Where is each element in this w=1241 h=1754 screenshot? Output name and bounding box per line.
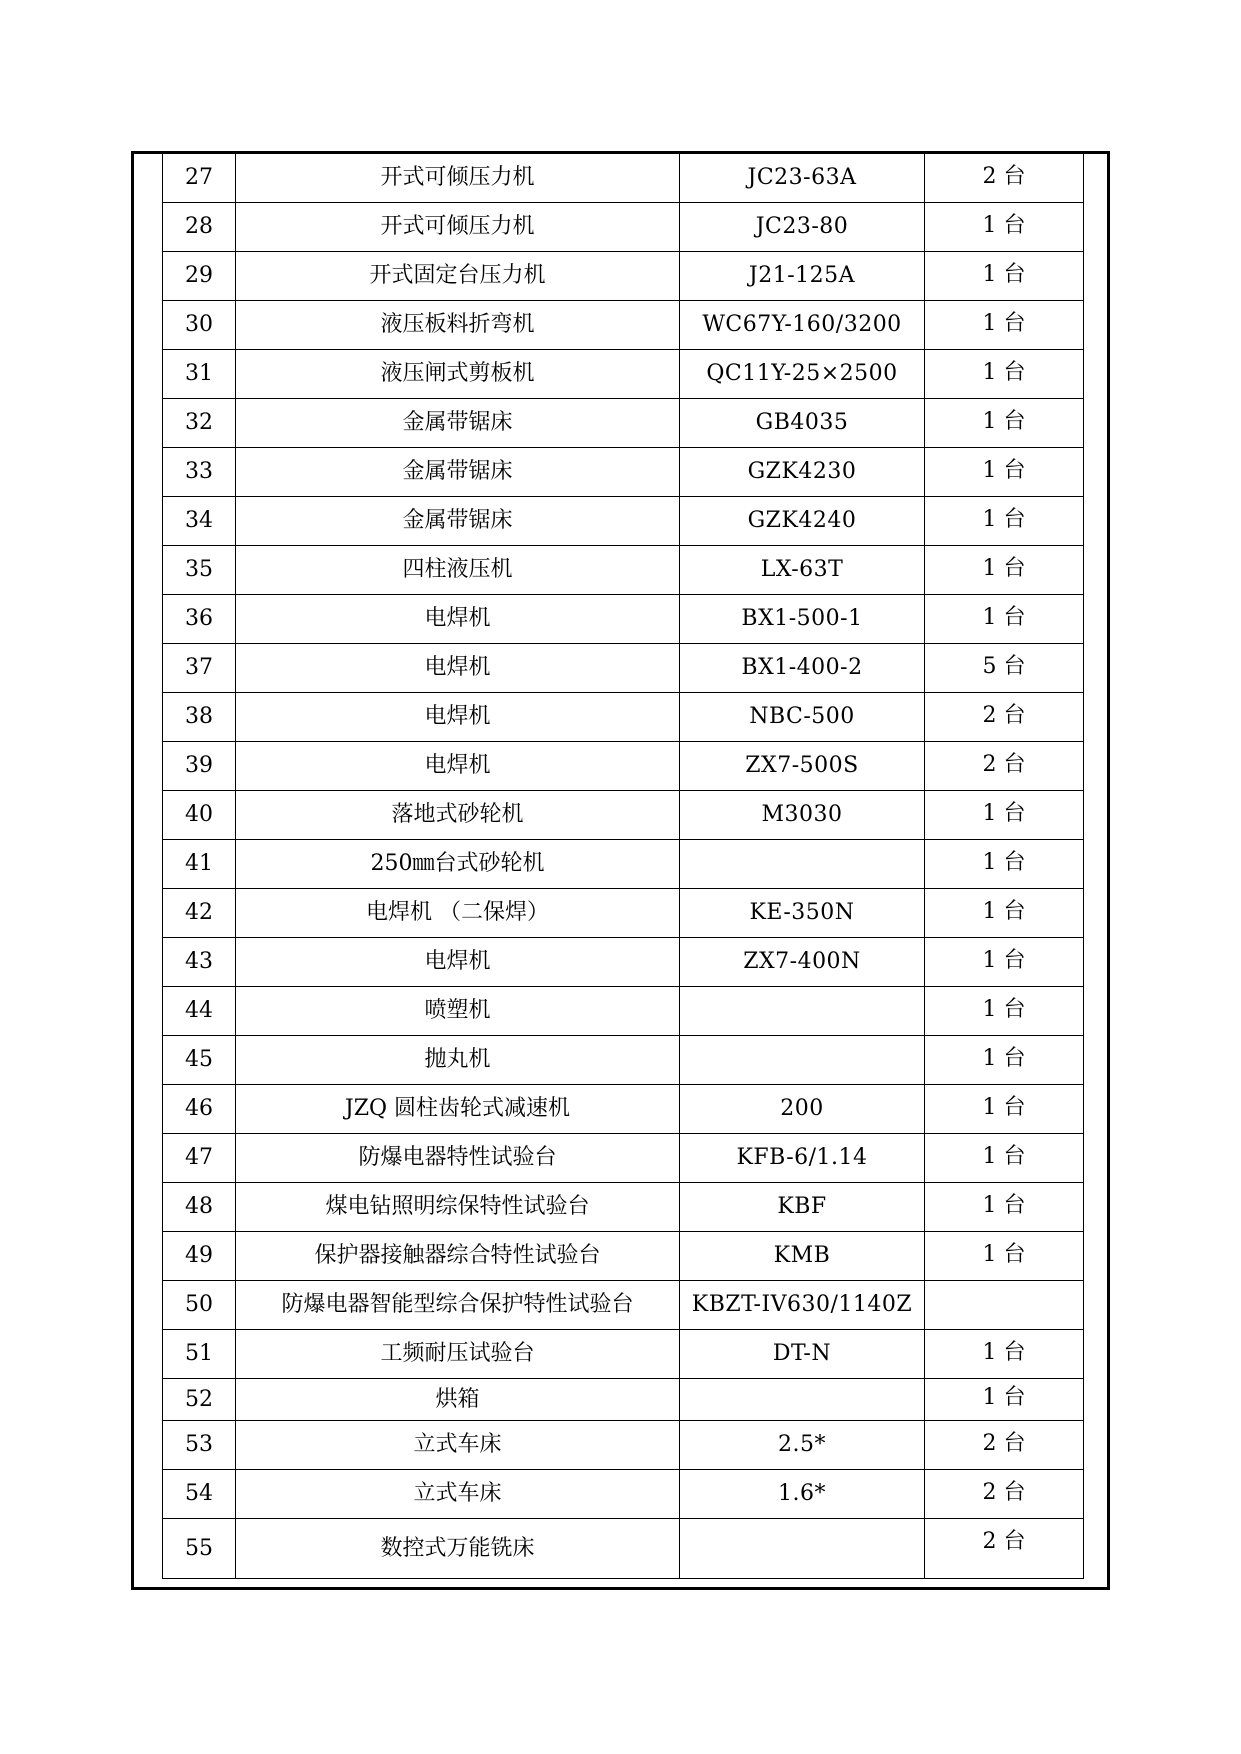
row-number: 29 [163,252,236,301]
equipment-quantity: 1 台 [925,938,1084,987]
row-number: 38 [163,693,236,742]
table-row [163,644,1084,693]
table-row [163,1134,1084,1183]
equipment-quantity: 1 台 [925,497,1084,546]
equipment-model: BX1-400-2 [680,644,925,693]
equipment-quantity: 1 台 [925,1036,1084,1085]
table-row [163,1379,1084,1421]
row-number: 33 [163,448,236,497]
table-row [163,252,1084,301]
table-row [163,889,1084,938]
table-row [163,350,1084,399]
equipment-name: 金属带锯床 [236,399,680,448]
equipment-table [162,153,1084,1579]
equipment-model: DT-N [680,1330,925,1379]
equipment-quantity: 1 台 [925,791,1084,840]
equipment-model: WC67Y-160/3200 [680,301,925,350]
equipment-table-body [163,154,1084,1579]
table-row [163,448,1084,497]
equipment-quantity [925,1281,1084,1330]
table-row [163,301,1084,350]
equipment-quantity: 1 台 [925,301,1084,350]
equipment-name: 煤电钻照明综保特性试验台 [236,1183,680,1232]
table-row [163,497,1084,546]
row-number: 50 [163,1281,236,1330]
row-number: 42 [163,889,236,938]
equipment-quantity: 1 台 [925,987,1084,1036]
table-row [163,1281,1084,1330]
row-number: 39 [163,742,236,791]
equipment-name: 喷塑机 [236,987,680,1036]
row-number: 49 [163,1232,236,1281]
table-row [163,1421,1084,1470]
equipment-model: 2.5* [680,1421,925,1470]
table-row [163,1470,1084,1519]
equipment-quantity: 1 台 [925,399,1084,448]
row-number: 35 [163,546,236,595]
equipment-name: 四柱液压机 [236,546,680,595]
equipment-quantity: 2 台 [925,154,1084,203]
equipment-name: 烘箱 [236,1379,680,1421]
equipment-quantity: 2 台 [925,1421,1084,1470]
table-row [163,154,1084,203]
equipment-quantity: 1 台 [925,1183,1084,1232]
table-row [163,1519,1084,1579]
table-row [163,595,1084,644]
equipment-quantity: 1 台 [925,1379,1084,1421]
table-row [163,693,1084,742]
equipment-name: 金属带锯床 [236,497,680,546]
equipment-name: 开式可倾压力机 [236,154,680,203]
equipment-name: 电焊机 [236,693,680,742]
equipment-model: 1.6* [680,1470,925,1519]
row-number: 54 [163,1470,236,1519]
equipment-model: BX1-500-1 [680,595,925,644]
equipment-name: 数控式万能铣床 [236,1519,680,1579]
equipment-quantity: 1 台 [925,889,1084,938]
equipment-model [680,1519,925,1579]
equipment-name: JZQ 圆柱齿轮式减速机 [236,1085,680,1134]
row-number: 28 [163,203,236,252]
equipment-quantity: 1 台 [925,203,1084,252]
equipment-name: 液压板料折弯机 [236,301,680,350]
row-number: 46 [163,1085,236,1134]
table-row [163,1183,1084,1232]
table-row [163,938,1084,987]
equipment-quantity: 2 台 [925,693,1084,742]
equipment-quantity: 1 台 [925,350,1084,399]
row-number: 53 [163,1421,236,1470]
row-number: 44 [163,987,236,1036]
equipment-name: 电焊机 （二保焊） [236,889,680,938]
equipment-model: KBZT-IV630/1140Z [680,1281,925,1330]
equipment-model: 200 [680,1085,925,1134]
equipment-name: 250㎜台式砂轮机 [236,840,680,889]
equipment-name: 立式车床 [236,1421,680,1470]
equipment-quantity: 1 台 [925,1085,1084,1134]
equipment-model [680,1379,925,1421]
equipment-name: 电焊机 [236,742,680,791]
row-number: 27 [163,154,236,203]
row-number: 45 [163,1036,236,1085]
equipment-quantity: 5 台 [925,644,1084,693]
row-number: 43 [163,938,236,987]
table-row [163,399,1084,448]
equipment-model: KMB [680,1232,925,1281]
equipment-name: 金属带锯床 [236,448,680,497]
row-number: 40 [163,791,236,840]
row-number: 41 [163,840,236,889]
equipment-name: 保护器接触器综合特性试验台 [236,1232,680,1281]
equipment-name: 立式车床 [236,1470,680,1519]
row-number: 37 [163,644,236,693]
equipment-model: JC23-63A [680,154,925,203]
row-number: 36 [163,595,236,644]
row-number: 32 [163,399,236,448]
equipment-model: KE-350N [680,889,925,938]
table-row [163,987,1084,1036]
table-row [163,1330,1084,1379]
equipment-name: 电焊机 [236,595,680,644]
equipment-quantity: 1 台 [925,1330,1084,1379]
table-row [163,1232,1084,1281]
equipment-model: GZK4240 [680,497,925,546]
row-number: 31 [163,350,236,399]
row-number: 34 [163,497,236,546]
table-row [163,546,1084,595]
equipment-name: 防爆电器智能型综合保护特性试验台 [236,1281,680,1330]
row-number: 52 [163,1379,236,1421]
equipment-model [680,840,925,889]
equipment-quantity: 2 台 [925,742,1084,791]
equipment-model: KFB-6/1.14 [680,1134,925,1183]
equipment-model: GB4035 [680,399,925,448]
row-number: 48 [163,1183,236,1232]
equipment-name: 防爆电器特性试验台 [236,1134,680,1183]
equipment-model: ZX7-500S [680,742,925,791]
equipment-quantity: 2 台 [925,1470,1084,1519]
equipment-name: 开式固定台压力机 [236,252,680,301]
table-row [163,742,1084,791]
equipment-quantity: 1 台 [925,448,1084,497]
equipment-name: 开式可倾压力机 [236,203,680,252]
equipment-name: 电焊机 [236,644,680,693]
equipment-model: QC11Y-25×2500 [680,350,925,399]
row-number: 55 [163,1519,236,1579]
table-row [163,840,1084,889]
equipment-quantity: 2 台 [925,1519,1084,1579]
equipment-model: LX-63T [680,546,925,595]
equipment-quantity: 1 台 [925,1134,1084,1183]
equipment-model: GZK4230 [680,448,925,497]
equipment-model [680,987,925,1036]
equipment-quantity: 1 台 [925,1232,1084,1281]
equipment-name: 落地式砂轮机 [236,791,680,840]
equipment-model: ZX7-400N [680,938,925,987]
equipment-quantity: 1 台 [925,546,1084,595]
equipment-model: NBC-500 [680,693,925,742]
row-number: 30 [163,301,236,350]
equipment-quantity: 1 台 [925,840,1084,889]
equipment-name: 抛丸机 [236,1036,680,1085]
equipment-name: 工频耐压试验台 [236,1330,680,1379]
equipment-quantity: 1 台 [925,595,1084,644]
equipment-model: J21-125A [680,252,925,301]
equipment-model: JC23-80 [680,203,925,252]
row-number: 51 [163,1330,236,1379]
table-row [163,791,1084,840]
table-row [163,203,1084,252]
equipment-model [680,1036,925,1085]
row-number: 47 [163,1134,236,1183]
equipment-model: M3030 [680,791,925,840]
equipment-name: 电焊机 [236,938,680,987]
equipment-model: KBF [680,1183,925,1232]
table-row [163,1085,1084,1134]
equipment-name: 液压闸式剪板机 [236,350,680,399]
equipment-quantity: 1 台 [925,252,1084,301]
table-row [163,1036,1084,1085]
